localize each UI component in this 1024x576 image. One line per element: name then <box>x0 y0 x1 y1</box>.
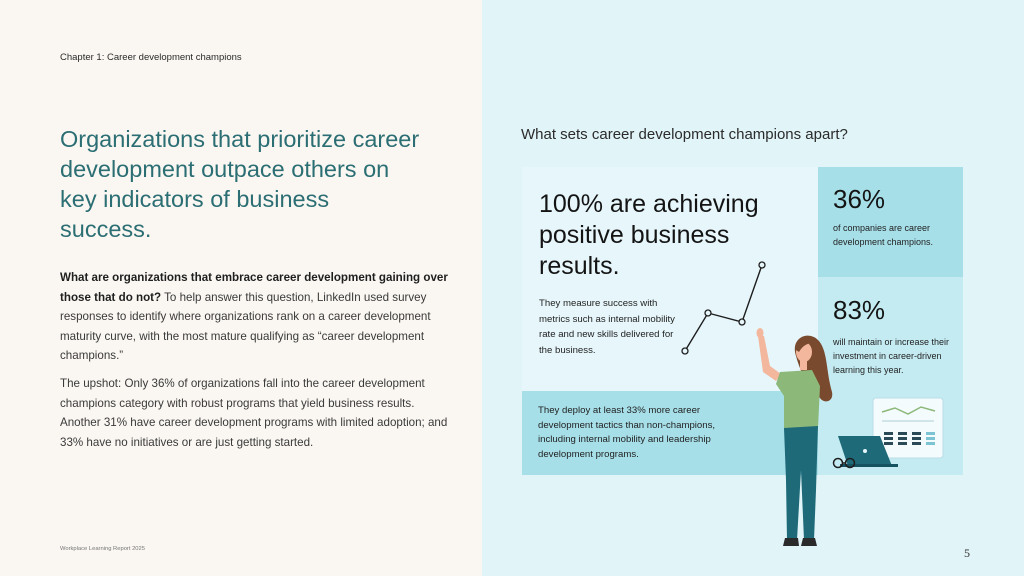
tactics-description: They deploy at least 33% more career development tactics than non-champions, including internal mobility and leadership development programs. <box>538 405 716 460</box>
page-number: 5 <box>964 546 970 560</box>
main-stat-text: 100% are achieving positive business results. <box>539 190 759 280</box>
intro-paragraph <box>60 268 455 366</box>
upshot-paragraph: The upshot: Only 36% of organizations fall into the career development champions category with robust programs that yield business results. Another 31% have career development programs with limited adoption; and 33% have no initiatives or are just getting started. <box>60 377 448 449</box>
page-headline: Organizations that prioritize career development outpace others on key indicators of business success. <box>60 126 420 242</box>
panel-title: What sets career development champions apart? <box>521 126 848 143</box>
report-footer: Workplace Learning Report 2025 <box>60 546 145 552</box>
chapter-label: Chapter 1: Career development champions <box>60 52 242 63</box>
stat-value-83: 83% <box>833 295 886 325</box>
main-stat-description: They measure success with metrics such as internal mobility rate and new skills delivered for the business. <box>539 298 675 356</box>
intro-question: What are organizations that embrace career development gaining over those that do not? <box>60 271 448 304</box>
stat-description-36: of companies are career development champions. <box>833 223 934 247</box>
intro-text: To help answer this question, LinkedIn used survey responses to identify where organizations rank on a career development maturity curve, with the most mature qualifying as “career development champions.” <box>60 290 431 362</box>
stat-value-36: 36% <box>833 184 886 214</box>
stat-description-83: will maintain or increase their investment in career-driven learning this year. <box>833 337 950 375</box>
